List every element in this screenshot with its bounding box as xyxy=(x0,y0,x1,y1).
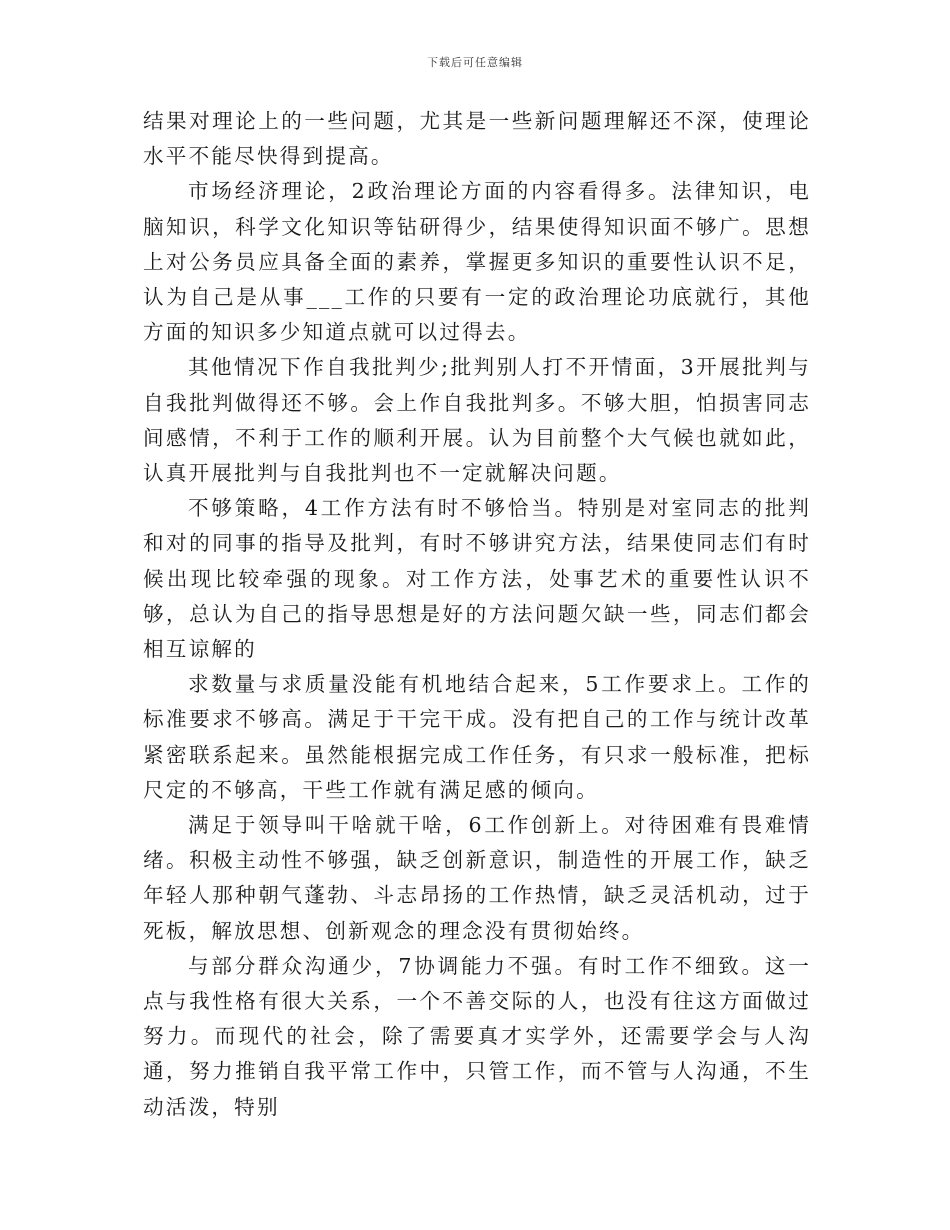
paragraph-2: 市场经济理论，2政治理论方面的内容看得多。法律知识，电脑知识，科学文化知识等钻研得少，结果使得知识面不够广。思想上对公务员应具备全面的素养，掌握更多知识的重要性认识不足，认为自己是从事___工作的只要有一定的政治理论功底就行，其他方面的知识多少知道点就可以过得去。 xyxy=(143,179,811,345)
paragraph-4: 不够策略，4工作方法有时不够恰当。特别是对室同志的批判和对的同事的指导及批判，有时不够讲究方法，结果使同志们有时候出现比较牵强的现象。对工作方法，处事艺术的重要性认识不够，总认为自己的指导思想是好的方法问题欠缺一些，同志们都会相互谅解的 xyxy=(143,496,811,662)
page-header: 下载后可任意编辑 xyxy=(427,56,523,69)
paragraph-3: 其他情况下作自我批判少;批判别人打不开情面，3开展批判与自我批判做得还不够。会上作自我批判多。不够大胆，怕损害同志间感情，不利于工作的顺利开展。认为目前整个大气候也就如此，认真开展批判与自我批判也不一定就解决问题。 xyxy=(143,355,811,486)
paragraph-7: 与部分群众沟通少，7协调能力不强。有时工作不细致。这一点与我性格有很大关系，一个不善交际的人，也没有往这方面做过努力。而现代的社会，除了需要真才实学外，还需要学会与人沟通，努力推销自我平常工作中，只管工作，而不管与人沟通，不生动活泼，特别 xyxy=(143,953,811,1119)
paragraph-6: 满足于领导叫干啥就干啥，6工作创新上。对待困难有畏难情绪。积极主动性不够强，缺乏创新意识，制造性的开展工作，缺乏年轻人那种朝气蓬勃、斗志昂扬的工作热情，缺乏灵活机动，过于死板，解放思想、创新观念的理念没有贯彻始终。 xyxy=(143,813,811,943)
paragraph-1: 结果对理论上的一些问题，尤其是一些新问题理解还不深，使理论水平不能尽快得到提高。 xyxy=(143,109,811,169)
document-body xyxy=(143,104,811,1125)
paragraph-5: 求数量与求质量没能有机地结合起来，5工作要求上。工作的标准要求不够高。满足于干完干成。没有把自己的工作与统计改革紧密联系起来。虽然能根据完成工作任务，有只求一般标准，把标尺定的不够高，干些工作就有满足感的倾向。 xyxy=(143,672,811,802)
